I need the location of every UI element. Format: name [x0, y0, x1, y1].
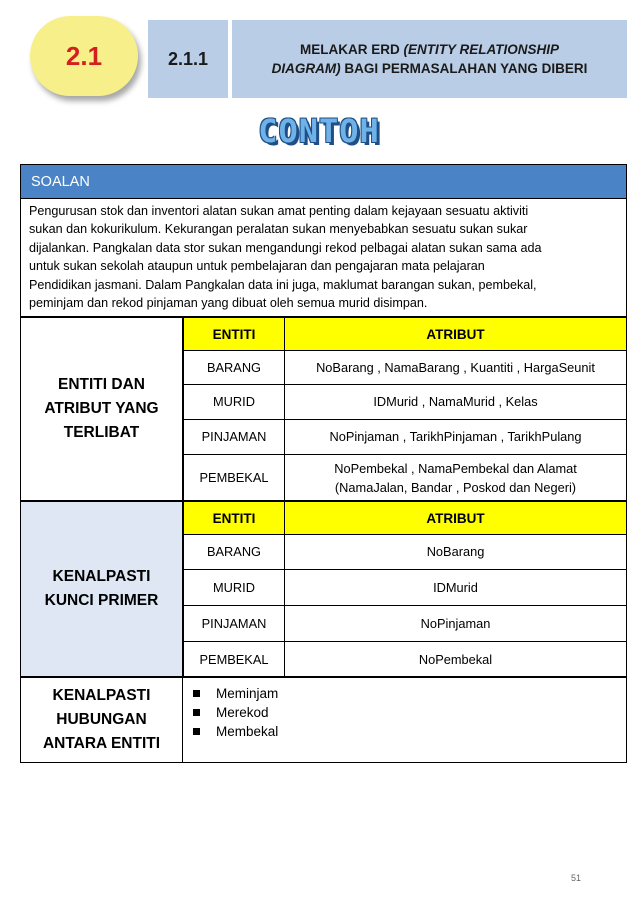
example-table: [20, 164, 627, 763]
attribute-cell: IDMurid: [285, 569, 627, 605]
column-header-entity: ENTITI: [184, 502, 285, 534]
entity-attribute-table: [183, 318, 626, 500]
table-row: [184, 534, 627, 569]
attribute-cell: NoBarang , NamaBarang , Kuantiti , HargaSeunit: [285, 350, 627, 384]
table-row: [184, 350, 627, 384]
entity-cell: PEMBEKAL: [184, 454, 285, 500]
entity-cell: PEMBEKAL: [184, 641, 285, 676]
primary-key-section: [21, 502, 626, 678]
table-row: [184, 641, 627, 676]
column-header-attribute: ATRIBUT: [285, 318, 627, 350]
attribute-cell: NoPembekal: [285, 641, 627, 676]
square-bullet-icon: [193, 690, 200, 697]
section-title-line-1: MELAKAR ERD (ENTITY RELATIONSHIP: [299, 42, 560, 57]
soalan-line: sukan dan kokurikulum. Kekurangan peralatan sukan menyebabkan sesuatu sukan sukar: [29, 222, 528, 237]
list-item: Merekod: [193, 703, 626, 722]
relationship-section: [21, 678, 626, 762]
attribute-cell: IDMurid , NamaMurid , Kelas: [285, 384, 627, 419]
section-number-box: [148, 20, 230, 98]
soalan-line: untuk sukan sekolah ataupun untuk pembelajaran dan pengajaran mata pelajaran: [29, 259, 485, 274]
soalan-line: dijalankan. Pangkalan data stor sukan mengandungi rekod pelbagai alatan sukan sama ada: [29, 240, 542, 255]
section-title: [232, 20, 627, 98]
entity-cell: MURID: [184, 569, 285, 605]
column-header-entity: ENTITI: [184, 318, 285, 350]
primary-key-table: [183, 502, 626, 676]
entity-cell: PINJAMAN: [184, 605, 285, 641]
entity-cell: BARANG: [184, 534, 285, 569]
entity-cell: BARANG: [184, 350, 285, 384]
soalan-line: Pendidikan jasmani. Dalam Pangkalan data ini juga, maklumat barangan sukan, pembekal,: [29, 277, 537, 292]
table-row: [184, 605, 627, 641]
relationship-list: [183, 678, 626, 762]
attribute-cell: NoPinjaman: [285, 605, 627, 641]
section-title-line-2: DIAGRAM) BAGI PERMASALAHAN YANG DIBERI: [271, 61, 588, 76]
page-number: 51: [571, 873, 582, 883]
square-bullet-icon: [193, 728, 200, 735]
chapter-badge: [30, 16, 138, 96]
primary-key-label: KENALPASTI KUNCI PRIMER: [21, 502, 183, 676]
soalan-header: SOALAN: [21, 165, 626, 199]
list-item: Membekal: [193, 722, 626, 741]
section-number: 2.1.1: [167, 48, 209, 69]
attribute-cell: NoPinjaman , TarikhPinjaman , TarikhPulang: [285, 419, 627, 454]
table-row: [184, 454, 627, 500]
soalan-text: [21, 199, 626, 318]
relationship-label: KENALPASTI HUBUNGAN ANTARA ENTITI: [21, 678, 183, 762]
attribute-cell: NoPembekal , NamaPembekal dan Alamat (NamaJalan, Bandar , Poskod dan Negeri): [285, 454, 627, 500]
soalan-line: Pengurusan stok dan inventori alatan sukan amat penting dalam kejayaan sesuatu aktiviti: [29, 204, 529, 218]
table-row: [184, 569, 627, 605]
square-bullet-icon: [193, 709, 200, 716]
entity-cell: PINJAMAN: [184, 419, 285, 454]
entity-cell: MURID: [184, 384, 285, 419]
column-header-attribute: ATRIBUT: [285, 502, 627, 534]
chapter-badge-label: 2.1: [65, 40, 103, 71]
table-row: [184, 384, 627, 419]
attribute-cell: NoBarang: [285, 534, 627, 569]
contoh-heading: CONTOH: [258, 112, 380, 150]
list-item: Meminjam: [193, 684, 626, 703]
entity-attribute-section: [21, 318, 626, 502]
table-row: [184, 419, 627, 454]
entity-attribute-label: ENTITI DAN ATRIBUT YANG TERLIBAT: [21, 318, 183, 500]
soalan-line: peminjam dan rekod pinjaman yang dibuat oleh semua murid disimpan.: [29, 296, 428, 311]
